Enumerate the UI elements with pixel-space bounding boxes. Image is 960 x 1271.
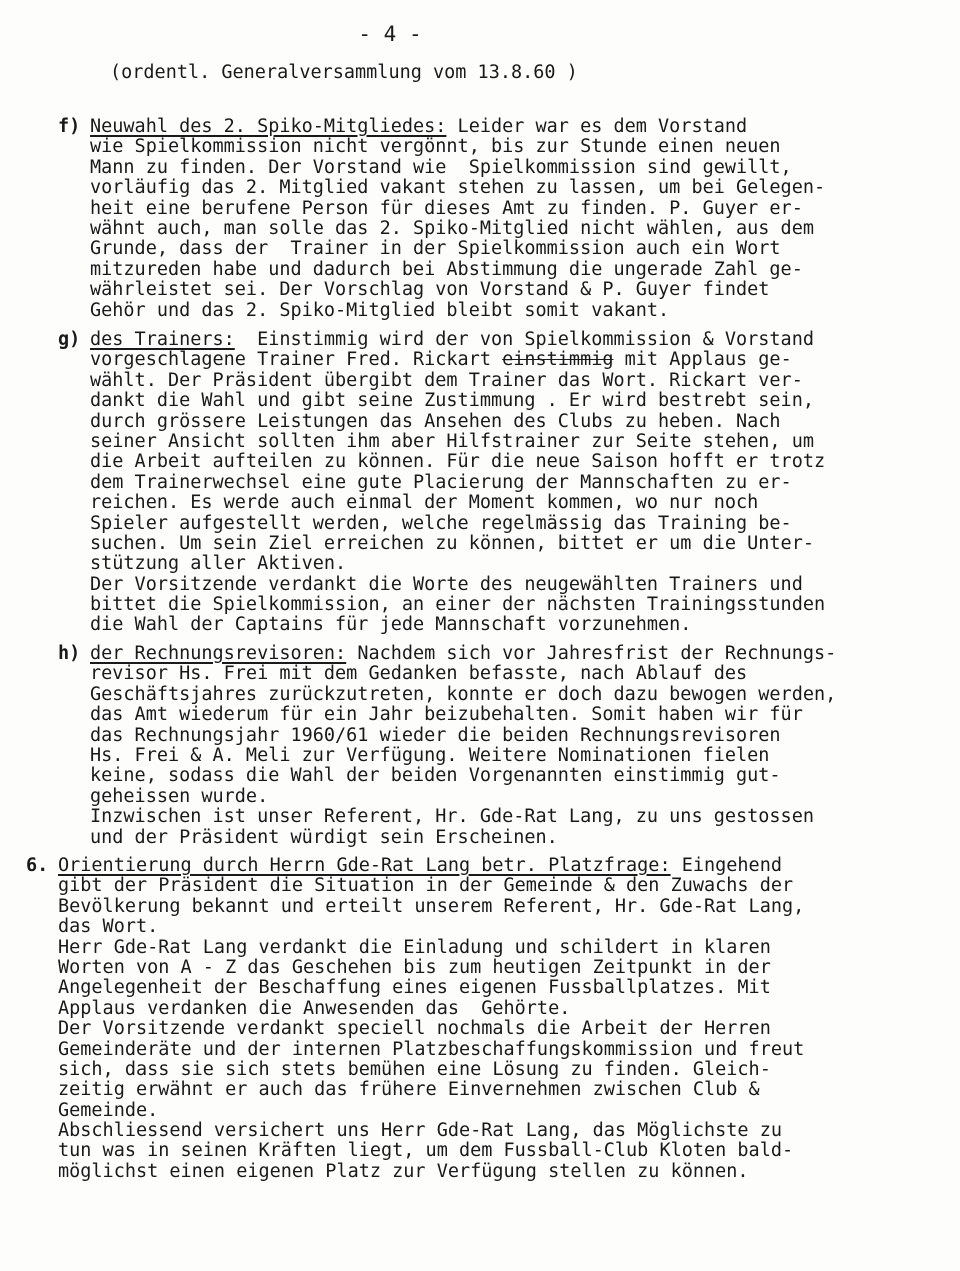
section-f-line: vorläufig das 2. Mitglied vakant stehen zu lassen, um bei Gelegen- [90, 177, 826, 199]
section-h-line: das Amt wiederum für ein Jahr beizubehalten. Somit haben wir für [90, 704, 803, 726]
section-g-line: Der Vorsitzende verdankt die Worte des neugewählten Trainers und [90, 573, 803, 595]
section-g-marker: g) [58, 329, 81, 350]
section-g-line: Spieler aufgestellt werden, welche regelmässig das Training be- [90, 512, 792, 534]
section-h-marker: h) [58, 643, 81, 664]
section-6-line: Worten von A - Z das Geschehen bis zum heutigen Zeitpunkt in der [58, 956, 771, 978]
section-g-line: Einstimmig wird der von Spielkommission & Vorstand [234, 329, 814, 350]
section-f-line: währleistet sei. Der Vorschlag von Vorstand & P. Guyer findet [90, 279, 770, 301]
section-g-line-prefix: vorgeschlagene Trainer Fred. Rickart [90, 349, 503, 371]
section-g-line-suffix: mit Applaus ge- [613, 349, 792, 371]
section-h-line: das Rechnungsjahr 1960/61 wieder die beiden Rechnungsrevisoren [90, 724, 781, 746]
section-g-line: bittet die Spielkommission, an einer der nächsten Trainingsstunden [90, 594, 826, 616]
section-6-marker: 6. [26, 855, 49, 876]
section-f-heading: Neuwahl des 2. Spiko-Mitgliedes: [90, 116, 447, 137]
section-h-heading: der Rechnungsrevisoren: [90, 643, 347, 664]
page-number: - 4 - [358, 22, 422, 46]
section-f-line: Gehör und das 2. Spiko-Mitglied bleibt somit vakant. [90, 299, 670, 321]
section-6-first-line [58, 856, 804, 876]
section-6-line: Applaus verdanken die Anwesenden das Gehörte. [58, 997, 571, 1019]
section-g-heading: des Trainers: [90, 329, 235, 350]
section-6-heading: Orientierung durch Herrn Gde-Rat Lang betr. Platzfrage: [58, 855, 671, 876]
section-f-line: heit eine berufene Person für dieses Amt zu finden. P. Guyer er- [90, 197, 803, 219]
section-h-line: Hs. Frei & A. Meli zur Verfügung. Weitere Nominationen fielen [90, 744, 770, 766]
section-g-line: die Arbeit aufteilen zu können. Für die neue Saison hofft er trotz [90, 451, 826, 473]
section-6-line: gibt der Präsident die Situation in der Gemeinde & den Zuwachs der [58, 875, 794, 897]
section-h-line: keine, sodass die Wahl der beiden Vorgenannten einstimmig gut- [90, 765, 781, 787]
section-6 [26, 855, 805, 1182]
section-g-line: suchen. Um sein Ziel erreichen zu können, bittet er um die Unter- [90, 532, 814, 554]
section-h-line: Geschäftsjahres zurückzutreten, konnte er doch dazu bewogen werden, [90, 683, 837, 705]
section-f-line: mitzureden habe und dadurch bei Abstimmung die ungerade Zahl ge- [90, 258, 803, 280]
section-h-line: geheissen wurde. [90, 785, 269, 807]
section-6-line: Angelegenheit der Beschaffung eines eigenen Fussballplatzes. Mit [58, 977, 771, 999]
section-g-line: seiner Ansicht sollten ihm aber Hilfstrainer zur Seite stehen, um [90, 430, 814, 452]
section-6-line: Abschliessend versichert uns Herr Gde-Rat Lang, das Möglichste zu [58, 1120, 782, 1142]
section-f-line: wie Spielkommission nicht vergönnt, bis zur Stunde einen neuen [90, 136, 781, 158]
section-f-line: Leider war es dem Vorstand [446, 116, 748, 137]
section-6-line: Eingehend [670, 855, 782, 876]
section-h-line: Inzwischen ist unser Referent, Hr. Gde-Rat Lang, zu uns gestossen [90, 806, 814, 828]
section-6-line: tun was in seinen Kräften liegt, um dem Fussball-Club Kloten bald- [58, 1140, 794, 1162]
section-f-line: Grunde, dass der Trainer in der Spielkommission auch ein Wort [90, 238, 781, 260]
document-header: (ordentl. Generalversammlung vom 13.8.60 ) [110, 62, 578, 83]
struck-word: einstimmig [502, 349, 614, 371]
section-6-line: zeitig erwähnt er auch das frühere Einvernehmen zwischen Club & [58, 1079, 760, 1101]
section-6-line: Gemeinderäte und der internen Platzbeschaffungskommission und freut [58, 1038, 805, 1060]
section-6-line: Bevölkerung bekannt und erteilt unserem Referent, Hr. Gde-Rat Lang, [58, 895, 805, 917]
section-g-first-line [90, 330, 825, 350]
section-f [58, 116, 826, 321]
section-f-first-line [90, 117, 825, 137]
section-g [58, 329, 826, 636]
section-g-line: die Wahl der Captains für jede Mannschaft vorzunehmen. [90, 614, 692, 636]
section-g-second-line [90, 350, 825, 370]
section-6-line: sich, dass sie sich stets bemühen eine Lösung zu finden. Gleich- [58, 1058, 771, 1080]
section-g-line: dankt die Wahl und gibt seine Zustimmung . Er wird bestrebt sein, [90, 390, 814, 412]
section-h-first-line [90, 644, 836, 664]
section-f-line: Mann zu finden. Der Vorstand wie Spielkommission sind gewillt, [90, 156, 792, 178]
section-h [58, 643, 837, 848]
section-6-line: das Wort. [58, 916, 159, 938]
section-g-line: reichen. Es werde auch einmal der Moment kommen, wo nur noch [90, 492, 759, 514]
section-6-line: Herr Gde-Rat Lang verdankt die Einladung und schildert in klaren [58, 936, 771, 958]
section-g-line: wählt. Der Präsident übergibt dem Trainer das Wort. Rickart ver- [90, 369, 803, 391]
section-g-line: dem Trainerwechsel eine gute Placierung der Mannschaften zu er- [90, 471, 792, 493]
section-f-marker: f) [58, 116, 81, 137]
section-f-line: wähnt auch, man solle das 2. Spiko-Mitglied nicht wählen, aus dem [90, 217, 814, 239]
section-g-line: durch grössere Leistungen das Ansehen des Clubs zu heben. Nach [90, 410, 781, 432]
section-h-line: und der Präsident würdigt sein Erscheinen. [90, 826, 558, 848]
section-6-line: möglichst einen eigenen Platz zur Verfügung stellen zu können. [58, 1160, 749, 1182]
section-6-line: Der Vorsitzende verdankt speciell nochmals die Arbeit der Herren [58, 1018, 771, 1040]
section-g-line: stützung aller Aktiven. [90, 553, 347, 575]
section-6-line: Gemeinde. [58, 1099, 159, 1121]
section-h-line: revisor Hs. Frei mit dem Gedanken befasste, nach Ablauf des [90, 663, 748, 685]
section-h-line: Nachdem sich vor Jahresfrist der Rechnungs- [346, 643, 837, 664]
